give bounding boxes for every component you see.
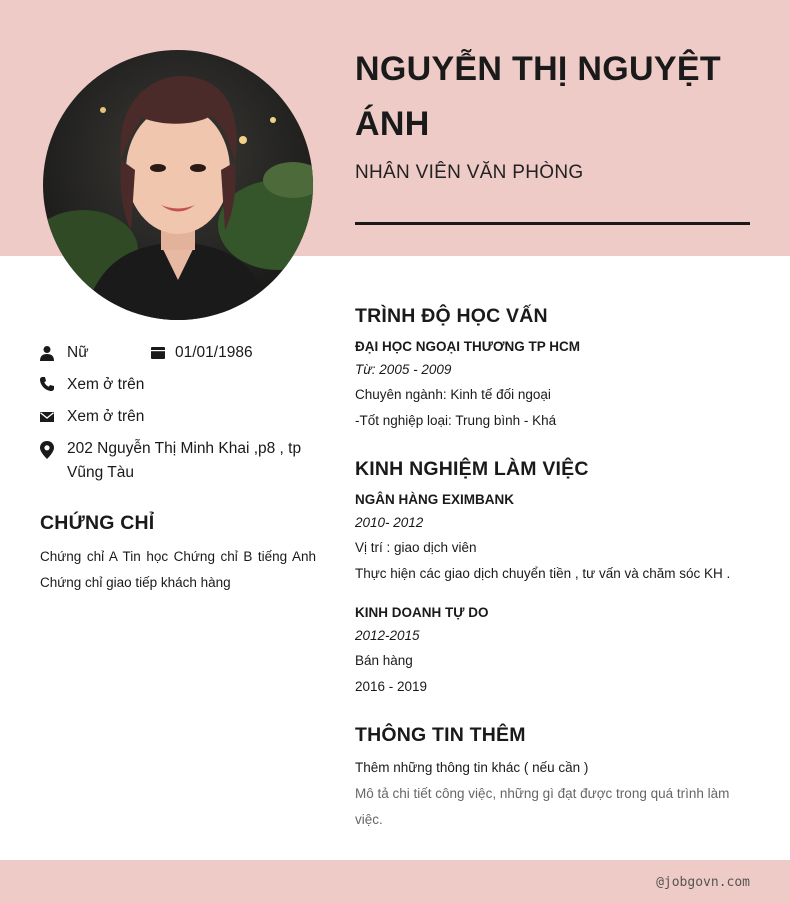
calendar-icon: [150, 345, 166, 361]
avatar: [43, 50, 313, 320]
phone-icon: [39, 376, 55, 392]
address-value: 202 Nguyễn Thị Minh Khai ,p8 , tp Vũng Tàu: [67, 440, 302, 481]
title-divider: [355, 222, 750, 225]
certificates-heading: CHỨNG CHỈ: [40, 512, 155, 534]
education-heading: TRÌNH ĐỘ HỌC VẤN: [355, 305, 548, 327]
education-school: ĐẠI HỌC NGOẠI THƯƠNG TP HCM: [355, 339, 580, 354]
education-period: Từ: 2005 - 2009: [355, 362, 452, 377]
profile-photo: [43, 50, 313, 320]
education-major: Chuyên ngành: Kinh tế đối ngoại: [355, 387, 551, 402]
education-grade: -Tốt nghiệp loại: Trung bình - Khá: [355, 413, 557, 428]
job-detail: Bán hàng: [355, 653, 413, 668]
job-period: 2010- 2012: [355, 515, 424, 530]
job-company: KINH DOANH TỰ DO: [355, 605, 489, 620]
job-title: NHÂN VIÊN VĂN PHÒNG: [355, 162, 584, 183]
full-name: NGUYỄN THỊ NGUYỆT ÁNH: [355, 50, 721, 143]
extra-heading: THÔNG TIN THÊM: [355, 724, 526, 746]
watermark: @jobgovn.com: [656, 875, 750, 890]
extra-description: Mô tả chi tiết công việc, những gì đạt được trong quá trình làm việc.: [355, 786, 730, 827]
email-value: Xem ở trên: [67, 408, 145, 425]
person-icon: [39, 345, 55, 361]
job-company: NGÂN HÀNG EXIMBANK: [355, 492, 515, 507]
certificates-text: Chứng chỉ A Tin học Chứng chỉ B tiếng Anh Chứng chỉ giao tiếp khách hàng: [40, 549, 316, 590]
phone-value: Xem ở trên: [67, 376, 145, 393]
location-pin-icon: [39, 441, 55, 459]
job-detail: Thực hiện các giao dịch chuyển tiền , tư vấn và chăm sóc KH .: [355, 566, 731, 581]
extra-line: Thêm những thông tin khác ( nếu cần ): [355, 760, 589, 775]
job-detail: Vị trí : giao dịch viên: [355, 540, 477, 555]
experience-heading: KINH NGHIỆM LÀM VIỆC: [355, 458, 589, 480]
birthdate-value: 01/01/1986: [175, 344, 253, 361]
envelope-icon: [39, 409, 55, 425]
job-period: 2012-2015: [355, 628, 420, 643]
gender-value: Nữ: [67, 344, 89, 361]
job-detail: 2016 - 2019: [355, 679, 428, 694]
